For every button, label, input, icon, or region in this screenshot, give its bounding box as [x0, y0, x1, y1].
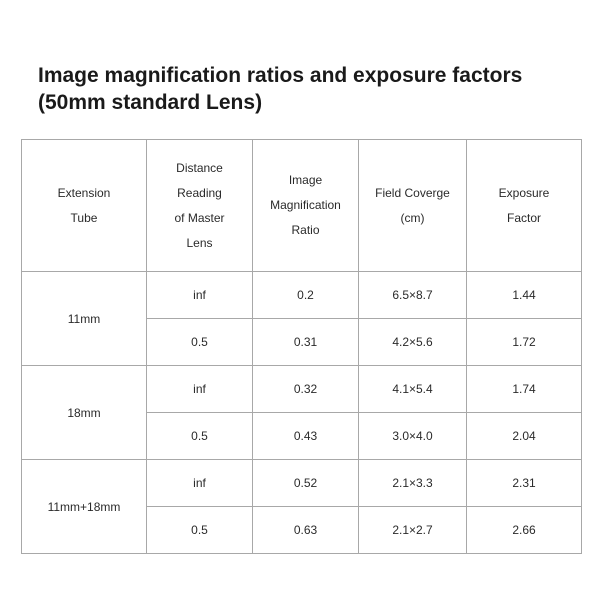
header-line: Reading	[177, 185, 222, 200]
header-magnification-ratio	[253, 140, 359, 272]
exposure-factor-cell: 2.66	[467, 507, 582, 554]
ratio-cell: 0.43	[253, 413, 359, 460]
table-row	[22, 366, 582, 413]
header-line: (cm)	[400, 210, 425, 225]
extension-tube-cell: 11mm	[22, 272, 147, 366]
ratio-cell: 0.32	[253, 366, 359, 413]
distance-cell: inf	[147, 272, 253, 319]
header-field-coverage	[359, 140, 467, 272]
ratio-cell: 0.52	[253, 460, 359, 507]
header-line: Field Coverge	[375, 185, 450, 200]
field-coverage-cell: 2.1×3.3	[359, 460, 467, 507]
table-body	[22, 272, 582, 554]
exposure-factor-cell: 2.04	[467, 413, 582, 460]
header-line: Ratio	[291, 223, 320, 237]
exposure-factor-cell: 2.31	[467, 460, 582, 507]
header-line: Tube	[70, 210, 98, 225]
header-line: Exposure	[498, 185, 550, 200]
field-coverage-cell: 6.5×8.7	[359, 272, 467, 319]
table-row	[22, 460, 582, 507]
distance-cell: inf	[147, 460, 253, 507]
header-line: Image	[288, 173, 323, 187]
header-line: Lens	[186, 235, 213, 250]
exposure-factor-cell: 1.74	[467, 366, 582, 413]
header-line: Extension	[57, 185, 111, 200]
page-title	[38, 62, 590, 116]
header-extension-tube	[22, 140, 147, 272]
table-row	[22, 272, 582, 319]
header-line: of Master	[174, 210, 225, 225]
distance-cell: inf	[147, 366, 253, 413]
table-header	[22, 140, 582, 272]
header-line: Distance	[176, 160, 223, 175]
header-line: Factor	[506, 210, 541, 225]
field-coverage-cell: 4.1×5.4	[359, 366, 467, 413]
extension-tube-cell: 11mm+18mm	[22, 460, 147, 554]
exposure-factor-cell: 1.44	[467, 272, 582, 319]
header-distance-reading	[147, 140, 253, 272]
extension-tube-cell: 18mm	[22, 366, 147, 460]
distance-cell: 0.5	[147, 507, 253, 554]
exposure-factor-cell: 1.72	[467, 319, 582, 366]
distance-cell: 0.5	[147, 319, 253, 366]
header-row	[22, 140, 582, 272]
distance-cell: 0.5	[147, 413, 253, 460]
ratio-cell: 0.63	[253, 507, 359, 554]
ratio-cell: 0.31	[253, 319, 359, 366]
page-title-line-1: Image magnification ratios and exposure factors	[38, 64, 523, 87]
magnification-table	[21, 139, 582, 554]
field-coverage-cell: 3.0×4.0	[359, 413, 467, 460]
ratio-cell: 0.2	[253, 272, 359, 319]
header-line: Magnification	[270, 198, 341, 212]
field-coverage-cell: 2.1×2.7	[359, 507, 467, 554]
header-exposure-factor	[467, 140, 582, 272]
field-coverage-cell: 4.2×5.6	[359, 319, 467, 366]
page-title-line-2: (50mm standard Lens)	[38, 91, 263, 114]
